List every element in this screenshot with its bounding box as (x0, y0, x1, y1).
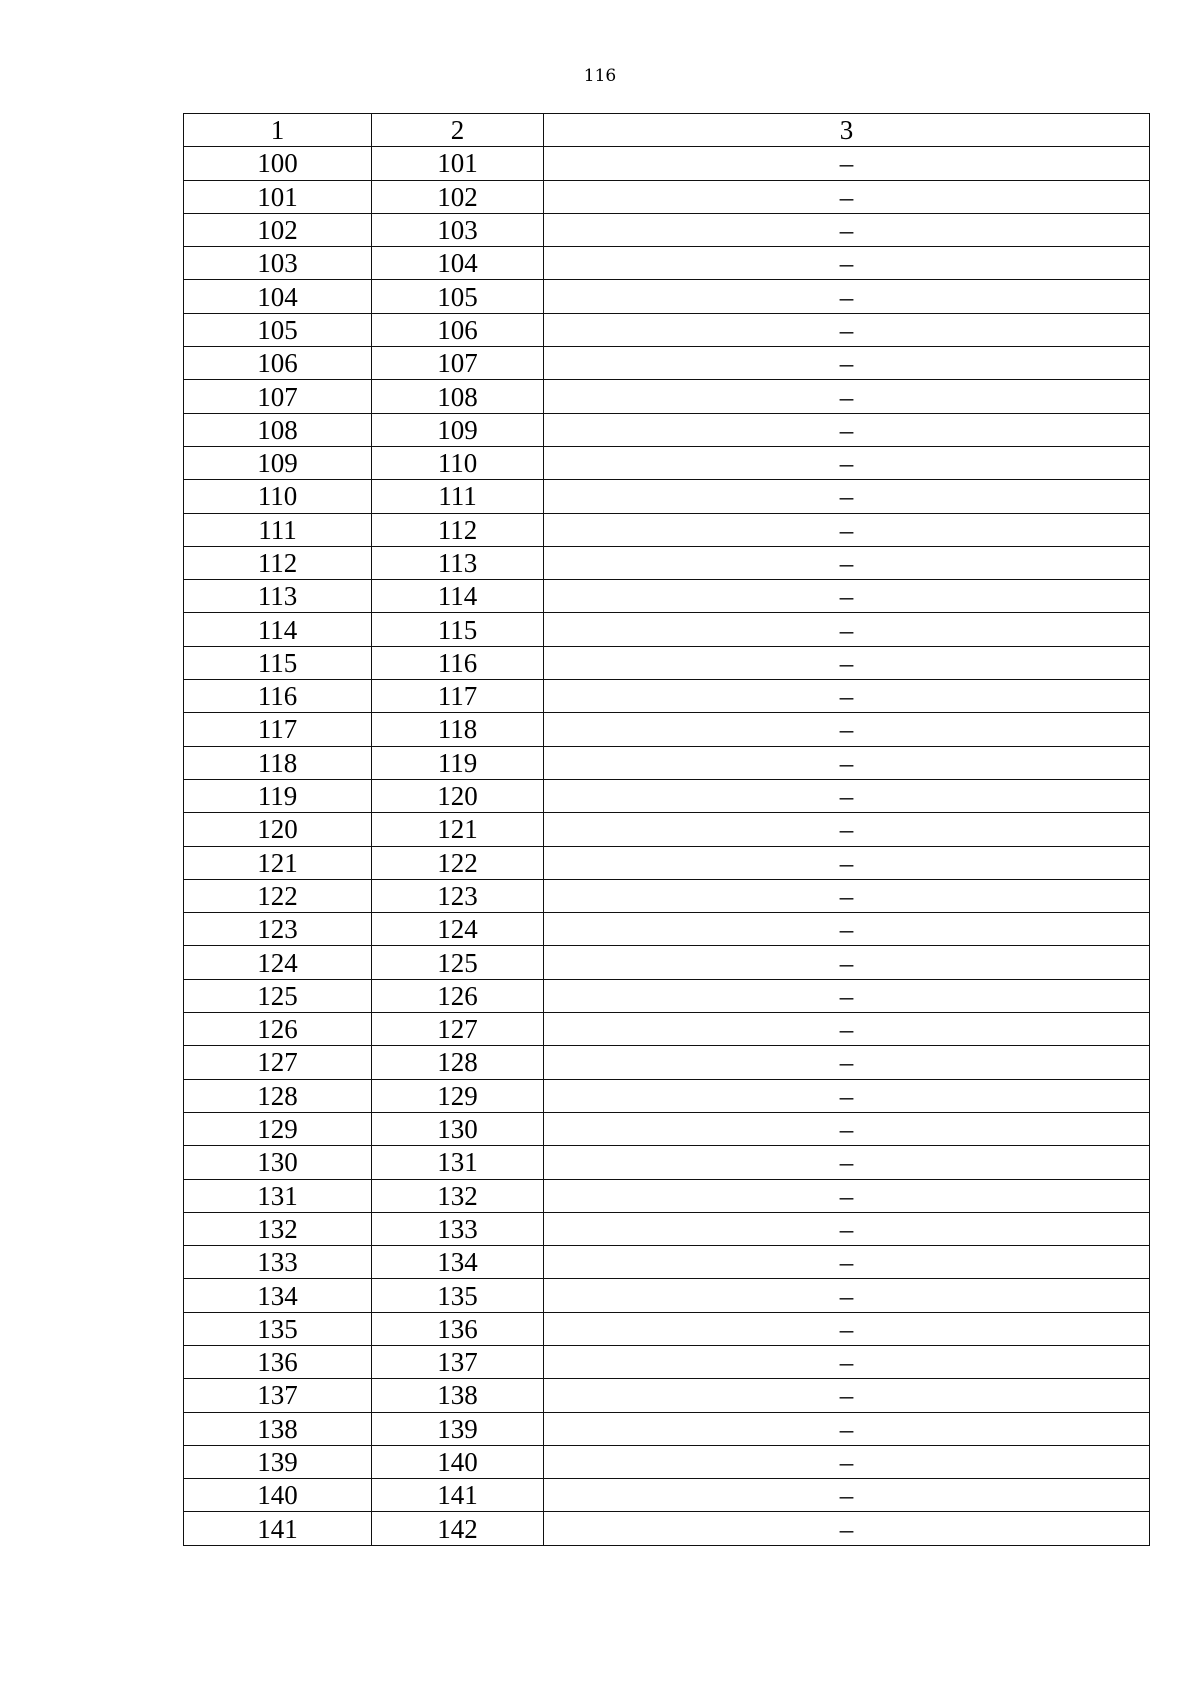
table-row (184, 1046, 1150, 1079)
table-cell-col-2: 116 (372, 646, 544, 679)
page-number: 116 (583, 66, 617, 86)
table-cell-col-1: 119 (184, 779, 372, 812)
table-cell-col-3: – (544, 1046, 1150, 1079)
table-cell-col-1: 114 (184, 613, 372, 646)
table-cell-col-1: 133 (184, 1246, 372, 1279)
table-cell-col-1: 131 (184, 1179, 372, 1212)
table-cell-col-2: 113 (372, 546, 544, 579)
table-cell-col-2: 127 (372, 1013, 544, 1046)
table-cell-col-1: 130 (184, 1146, 372, 1179)
table-cell-col-1: 113 (184, 580, 372, 613)
table-cell-col-2: 131 (372, 1146, 544, 1179)
table-cell-col-1: 132 (184, 1212, 372, 1245)
table-cell-col-2: 141 (372, 1479, 544, 1512)
table-row (184, 979, 1150, 1012)
table-cell-col-3: – (544, 680, 1150, 713)
table-cell-col-2: 101 (372, 147, 544, 180)
table-cell-col-2: 128 (372, 1046, 544, 1079)
table-cell-col-2: 110 (372, 446, 544, 479)
table-cell-col-3: – (544, 313, 1150, 346)
table-cell-col-2: 102 (372, 180, 544, 213)
table-cell-col-1: 100 (184, 147, 372, 180)
table-cell-col-3: – (544, 1146, 1150, 1179)
table-cell-col-2: 126 (372, 979, 544, 1012)
table-cell-col-3: – (544, 846, 1150, 879)
table-cell-col-1: 103 (184, 247, 372, 280)
table-row (184, 646, 1150, 679)
column-header-3: 3 (544, 114, 1150, 147)
table-cell-col-1: 128 (184, 1079, 372, 1112)
table-cell-col-3: – (544, 1212, 1150, 1245)
table-row (184, 1179, 1150, 1212)
table-cell-col-2: 136 (372, 1312, 544, 1345)
table-cell-col-1: 123 (184, 913, 372, 946)
table-row (184, 1345, 1150, 1378)
table-cell-col-1: 137 (184, 1379, 372, 1412)
table-cell-col-1: 104 (184, 280, 372, 313)
table-cell-col-2: 112 (372, 513, 544, 546)
table-cell-col-2: 130 (372, 1112, 544, 1145)
table-row (184, 913, 1150, 946)
table-cell-col-1: 122 (184, 879, 372, 912)
table-cell-col-2: 135 (372, 1279, 544, 1312)
table-row (184, 1512, 1150, 1545)
table-cell-col-3: – (544, 247, 1150, 280)
table-cell-col-1: 141 (184, 1512, 372, 1545)
data-table (183, 113, 1150, 1546)
table-row (184, 1146, 1150, 1179)
table-row (184, 1212, 1150, 1245)
table-cell-col-3: – (544, 1179, 1150, 1212)
table-row (184, 1479, 1150, 1512)
table-row (184, 613, 1150, 646)
table-cell-col-2: 108 (372, 380, 544, 413)
table-cell-col-3: – (544, 1279, 1150, 1312)
table-cell-col-1: 124 (184, 946, 372, 979)
table-row (184, 580, 1150, 613)
table-cell-col-3: – (544, 1512, 1150, 1545)
table-row (184, 779, 1150, 812)
table-cell-col-3: – (544, 347, 1150, 380)
table-cell-col-3: – (544, 580, 1150, 613)
table-cell-col-2: 138 (372, 1379, 544, 1412)
table-cell-col-2: 140 (372, 1445, 544, 1478)
table-cell-col-3: – (544, 646, 1150, 679)
table-cell-col-3: – (544, 1412, 1150, 1445)
table-row (184, 546, 1150, 579)
table-cell-col-3: – (544, 1079, 1150, 1112)
table-cell-col-2: 124 (372, 913, 544, 946)
table-header (184, 114, 1150, 147)
table-cell-col-3: – (544, 913, 1150, 946)
table-cell-col-1: 109 (184, 446, 372, 479)
table-cell-col-1: 120 (184, 813, 372, 846)
table-cell-col-2: 105 (372, 280, 544, 313)
table-row (184, 1379, 1150, 1412)
table-cell-col-2: 132 (372, 1179, 544, 1212)
table-row (184, 480, 1150, 513)
table-row (184, 413, 1150, 446)
table-cell-col-1: 102 (184, 213, 372, 246)
table-cell-col-3: – (544, 1312, 1150, 1345)
table-cell-col-3: – (544, 446, 1150, 479)
table-cell-col-2: 121 (372, 813, 544, 846)
table-cell-col-1: 106 (184, 347, 372, 380)
table-cell-col-3: – (544, 147, 1150, 180)
table-cell-col-3: – (544, 546, 1150, 579)
table-cell-col-2: 142 (372, 1512, 544, 1545)
table-cell-col-3: – (544, 413, 1150, 446)
table-cell-col-3: – (544, 779, 1150, 812)
table-cell-col-3: – (544, 1013, 1150, 1046)
table-cell-col-3: – (544, 1445, 1150, 1478)
table-row (184, 1246, 1150, 1279)
table-cell-col-1: 125 (184, 979, 372, 1012)
table-cell-col-1: 110 (184, 480, 372, 513)
table-cell-col-2: 134 (372, 1246, 544, 1279)
table-cell-col-1: 138 (184, 1412, 372, 1445)
column-header-1: 1 (184, 114, 372, 147)
table-cell-col-3: – (544, 180, 1150, 213)
table-cell-col-1: 111 (184, 513, 372, 546)
table-cell-col-2: 107 (372, 347, 544, 380)
table-row (184, 247, 1150, 280)
table-cell-col-2: 120 (372, 779, 544, 812)
table-cell-col-3: – (544, 380, 1150, 413)
table-cell-col-2: 115 (372, 613, 544, 646)
table-cell-col-3: – (544, 613, 1150, 646)
table-cell-col-1: 140 (184, 1479, 372, 1512)
table-cell-col-3: – (544, 280, 1150, 313)
table-cell-col-2: 117 (372, 680, 544, 713)
table-cell-col-2: 123 (372, 879, 544, 912)
table-row (184, 147, 1150, 180)
table-cell-col-1: 115 (184, 646, 372, 679)
table-cell-col-3: – (544, 1246, 1150, 1279)
table-body (184, 147, 1150, 1545)
table-row (184, 1412, 1150, 1445)
table-cell-col-2: 118 (372, 713, 544, 746)
table-cell-col-3: – (544, 1379, 1150, 1412)
table-cell-col-2: 106 (372, 313, 544, 346)
table-row (184, 946, 1150, 979)
table-row (184, 846, 1150, 879)
table-cell-col-1: 135 (184, 1312, 372, 1345)
table-cell-col-1: 127 (184, 1046, 372, 1079)
table-row (184, 746, 1150, 779)
table-cell-col-1: 108 (184, 413, 372, 446)
table-cell-col-3: – (544, 480, 1150, 513)
table-cell-col-3: – (544, 513, 1150, 546)
table-cell-col-1: 129 (184, 1112, 372, 1145)
table-cell-col-2: 129 (372, 1079, 544, 1112)
table-row (184, 213, 1150, 246)
table-row (184, 513, 1150, 546)
table-cell-col-2: 122 (372, 846, 544, 879)
table-cell-col-3: – (544, 1479, 1150, 1512)
table-cell-col-3: – (544, 879, 1150, 912)
column-header-2: 2 (372, 114, 544, 147)
table-cell-col-1: 139 (184, 1445, 372, 1478)
table-cell-col-1: 126 (184, 1013, 372, 1046)
table-row (184, 1279, 1150, 1312)
table-row (184, 280, 1150, 313)
table-cell-col-3: – (544, 213, 1150, 246)
table-row (184, 446, 1150, 479)
table-row (184, 1445, 1150, 1478)
table-row (184, 680, 1150, 713)
table-cell-col-3: – (544, 1345, 1150, 1378)
table-cell-col-3: – (544, 1112, 1150, 1145)
table-cell-col-1: 107 (184, 380, 372, 413)
table-row (184, 1013, 1150, 1046)
table-cell-col-1: 121 (184, 846, 372, 879)
table-row (184, 1079, 1150, 1112)
table-cell-col-1: 105 (184, 313, 372, 346)
table-row (184, 879, 1150, 912)
table-cell-col-1: 101 (184, 180, 372, 213)
table-cell-col-2: 119 (372, 746, 544, 779)
table-cell-col-2: 114 (372, 580, 544, 613)
table-cell-col-3: – (544, 713, 1150, 746)
table-row (184, 813, 1150, 846)
table-cell-col-2: 137 (372, 1345, 544, 1378)
table-cell-col-2: 125 (372, 946, 544, 979)
table-cell-col-2: 109 (372, 413, 544, 446)
header-row (184, 114, 1150, 147)
table-row (184, 380, 1150, 413)
table-row (184, 1112, 1150, 1145)
table-row (184, 1312, 1150, 1345)
table-cell-col-3: – (544, 746, 1150, 779)
table-cell-col-1: 118 (184, 746, 372, 779)
table-cell-col-1: 112 (184, 546, 372, 579)
table-cell-col-1: 116 (184, 680, 372, 713)
table-cell-col-1: 117 (184, 713, 372, 746)
table-cell-col-2: 103 (372, 213, 544, 246)
table-cell-col-3: – (544, 813, 1150, 846)
table-row (184, 347, 1150, 380)
table-cell-col-1: 134 (184, 1279, 372, 1312)
table-cell-col-2: 111 (372, 480, 544, 513)
table-cell-col-3: – (544, 946, 1150, 979)
table-row (184, 180, 1150, 213)
table-cell-col-2: 139 (372, 1412, 544, 1445)
table-cell-col-1: 136 (184, 1345, 372, 1378)
table-row (184, 713, 1150, 746)
table-cell-col-3: – (544, 979, 1150, 1012)
table-cell-col-2: 133 (372, 1212, 544, 1245)
table-cell-col-2: 104 (372, 247, 544, 280)
table-row (184, 313, 1150, 346)
